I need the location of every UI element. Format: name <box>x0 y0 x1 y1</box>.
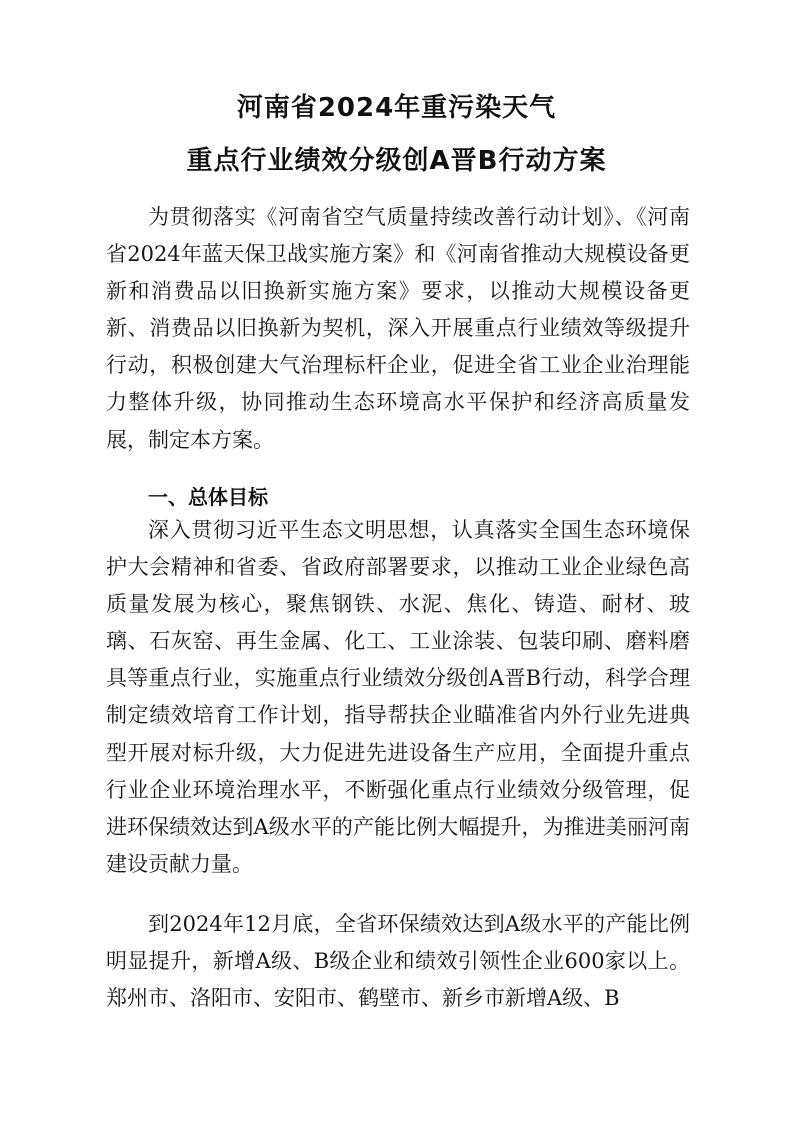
section-paragraph-2: 到2024年12月底，全省环保绩效达到A级水平的产能比例明显提升，新增A级、B级企业和绩效引领性企业600家以上。郑州市、洛阳市、安阳市、鹤壁市、新乡市新增A级、B <box>106 912 690 1011</box>
document-title-line-2: 重点行业绩效分级创A晋B行动方案 <box>186 146 607 176</box>
section-heading-overall-goals: 一、总体目标 <box>148 485 268 509</box>
section-paragraph-1: 深入贯彻习近平生态文明思想，认真落实全国生态环境保护大会精神和省委、省政府部署要求，以推动工业企业绿色高质量发展为核心，聚焦钢铁、水泥、焦化、铸造、耐材、玻璃、石灰窑、再生金属、化工、工业涂装、包装印刷、磨料磨具等重点行业，实施重点行业绩效分级创A晋B行动，科学合理制定绩效培育工作计划，指导帮扶企业瞄准省内外行业先进典型开展对标升级，大力促进先进设备生产应用，全面提升重点行业企业环境治理水平，不断强化重点行业绩效分级管理，促进环保绩效达到A级水平的产能比例大幅提升，为推进美丽河南建设贡献力量。 <box>106 518 690 876</box>
intro-paragraph: 为贯彻落实《河南省空气质量持续改善行动计划》、《河南省2024年蓝天保卫战实施方案》和《河南省推动大规模设备更新和消费品以旧换新实施方案》要求，以推动大规模设备更新、消费品以旧换新为契机，深入开展重点行业绩效等级提升行动，积极创建大气治理标杆企业，促进全省工业企业治理能力整体升级，协同推动生态环境高水平保护和经济高质量发展，制定本方案。 <box>106 205 690 452</box>
document-title-line-1: 河南省2024年重污染天气 <box>236 93 557 123</box>
